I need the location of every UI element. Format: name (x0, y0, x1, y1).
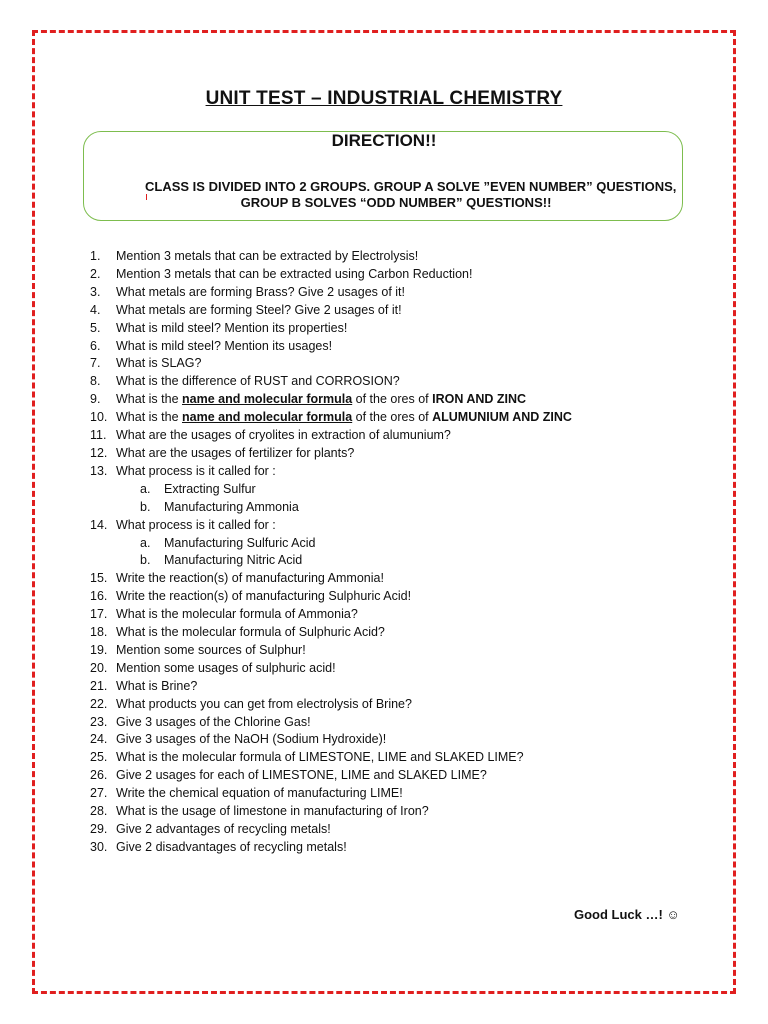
question-text: Give 3 usages of the NaOH (Sodium Hydroxide)! (116, 732, 387, 747)
question-text: What is the (116, 410, 182, 425)
question-item (90, 731, 710, 749)
question-text: Mention 3 metals that can be extracted by Electrolysis! (116, 249, 419, 263)
question-item (90, 749, 710, 767)
question-item (90, 338, 710, 356)
question-item (90, 373, 710, 391)
sub-question-text: Manufacturing Nitric Acid (164, 553, 303, 568)
question-number: 5. (90, 320, 101, 335)
question-item (90, 248, 710, 266)
question-number: 24. (90, 732, 108, 747)
question-text: What is SLAG? (116, 356, 202, 371)
question-text: Give 3 usages of the Chlorine Gas! (116, 714, 311, 729)
question-item (90, 803, 710, 821)
question-text: What is Brine? (116, 678, 198, 693)
question-number: 18. (90, 625, 108, 640)
question-item (90, 821, 710, 839)
question-item (90, 517, 710, 535)
sub-question-text: Manufacturing Ammonia (164, 499, 299, 514)
question-text: What process is it called for : (116, 463, 276, 478)
question-number: 6. (90, 338, 101, 353)
question-number: 25. (90, 750, 108, 765)
question-item (90, 839, 710, 857)
question-number: 11. (90, 428, 107, 443)
question-text: What metals are forming Steel? Give 2 usages of it! (116, 302, 402, 317)
question-item (90, 284, 710, 302)
question-number: 1. (90, 249, 101, 263)
question-item (90, 624, 710, 642)
question-number: 20. (90, 660, 108, 675)
question-number: 10. (90, 410, 108, 425)
question-text: Write the reaction(s) of manufacturing Ammonia! (116, 571, 384, 586)
question-text: Give 2 advantages of recycling metals! (116, 822, 331, 836)
question-number: 14. (90, 517, 108, 532)
question-item (90, 445, 710, 463)
sub-question-letter: b. (140, 553, 151, 568)
question-text: Mention some sources of Sulphur! (116, 642, 306, 657)
question-emphasis: ALUMUNIUM AND ZINC (432, 410, 572, 425)
question-item (90, 660, 710, 678)
question-number: 22. (90, 696, 108, 711)
question-text: of the ores of (352, 410, 433, 425)
sub-question-letter: b. (140, 499, 151, 514)
question-text: Give 2 usages for each of LIMESTONE, LIME and SLAKED LIME? (116, 768, 487, 783)
question-item (90, 266, 710, 284)
question-item (90, 696, 710, 714)
question-text: of the ores of (352, 392, 433, 407)
question-number: 13. (90, 463, 108, 478)
question-emphasis: name and molecular formula (182, 410, 353, 425)
question-text: What is the difference of RUST and CORROSION? (116, 374, 400, 389)
question-item (90, 463, 710, 481)
direction-text-line-1: CLASS IS DIVIDED INTO 2 GROUPS. GROUP A SOLVE ”EVEN NUMBER” QUESTIONS, (145, 179, 677, 194)
question-number: 2. (90, 266, 101, 281)
question-number: 28. (90, 804, 108, 819)
question-number: 19. (90, 642, 108, 657)
direction-text-line-2: GROUP B SOLVES “ODD NUMBER” QUESTIONS!! (240, 195, 552, 210)
question-text: What is the molecular formula of LIMESTONE, LIME and SLAKED LIME? (116, 750, 524, 765)
question-number: 29. (90, 822, 108, 836)
sub-question-text: Manufacturing Sulfuric Acid (164, 535, 316, 550)
sub-question-item (90, 535, 710, 553)
question-item (90, 570, 710, 588)
question-text: What is mild steel? Mention its usages! (116, 338, 333, 353)
question-emphasis: IRON AND ZINC (432, 392, 527, 407)
question-number: 4. (90, 302, 101, 317)
question-item (90, 391, 710, 409)
question-number: 23. (90, 714, 108, 729)
question-text: Mention some usages of sulphuric acid! (116, 660, 336, 675)
question-text: What is the molecular formula of Sulphuric Acid? (116, 625, 385, 640)
question-text: Mention 3 metals that can be extracted using Carbon Reduction! (116, 266, 473, 281)
question-text: What is the molecular formula of Ammonia? (116, 607, 358, 622)
question-item (90, 785, 710, 803)
question-item (90, 767, 710, 785)
question-number: 7. (90, 356, 101, 371)
question-number: 30. (90, 839, 108, 854)
question-text: What process is it called for : (116, 517, 276, 532)
question-number: 17. (90, 607, 108, 622)
sub-question-letter: a. (140, 481, 151, 496)
question-item (90, 642, 710, 660)
question-text: Give 2 disadvantages of recycling metals! (116, 839, 347, 854)
question-number: 3. (90, 284, 101, 299)
question-number: 9. (90, 392, 101, 407)
direction-heading: DIRECTION!! (331, 131, 437, 150)
question-item (90, 606, 710, 624)
question-item (90, 588, 710, 606)
question-item (90, 678, 710, 696)
page-title: UNIT TEST – INDUSTRIAL CHEMISTRY (205, 88, 563, 109)
question-number: 15. (90, 571, 108, 586)
question-text: What is the (116, 392, 182, 407)
question-text: Write the reaction(s) of manufacturing Sulphuric Acid! (116, 589, 412, 604)
question-number: 8. (90, 374, 101, 389)
question-number: 21. (90, 678, 108, 693)
question-item (90, 355, 710, 373)
question-text: What products you can get from electrolysis of Brine? (116, 696, 412, 711)
question-list (90, 248, 710, 857)
question-text: What is mild steel? Mention its properties! (116, 320, 348, 335)
question-number: 12. (90, 445, 108, 460)
question-number: 27. (90, 786, 108, 801)
sub-question-text: Extracting Sulfur (164, 481, 256, 496)
question-text: What are the usages of fertilizer for plants? (116, 445, 355, 460)
question-emphasis: name and molecular formula (182, 392, 353, 407)
question-item (90, 320, 710, 338)
question-text: What are the usages of cryolites in extraction of alumunium? (116, 428, 451, 443)
question-number: 16. (90, 589, 108, 604)
good-luck-note: Good Luck …! ☺ (574, 907, 680, 922)
sub-question-letter: a. (140, 535, 151, 550)
sub-question-item (90, 481, 710, 499)
sub-question-item (90, 552, 710, 570)
question-item (90, 427, 710, 445)
question-item (90, 409, 710, 427)
sub-question-item (90, 499, 710, 517)
question-item (90, 302, 710, 320)
question-item (90, 714, 710, 732)
question-number: 26. (90, 768, 108, 783)
question-text: What metals are forming Brass? Give 2 usages of it! (116, 284, 406, 299)
question-text: What is the usage of limestone in manufacturing of Iron? (116, 804, 429, 819)
question-text: Write the chemical equation of manufacturing LIME! (116, 786, 403, 801)
